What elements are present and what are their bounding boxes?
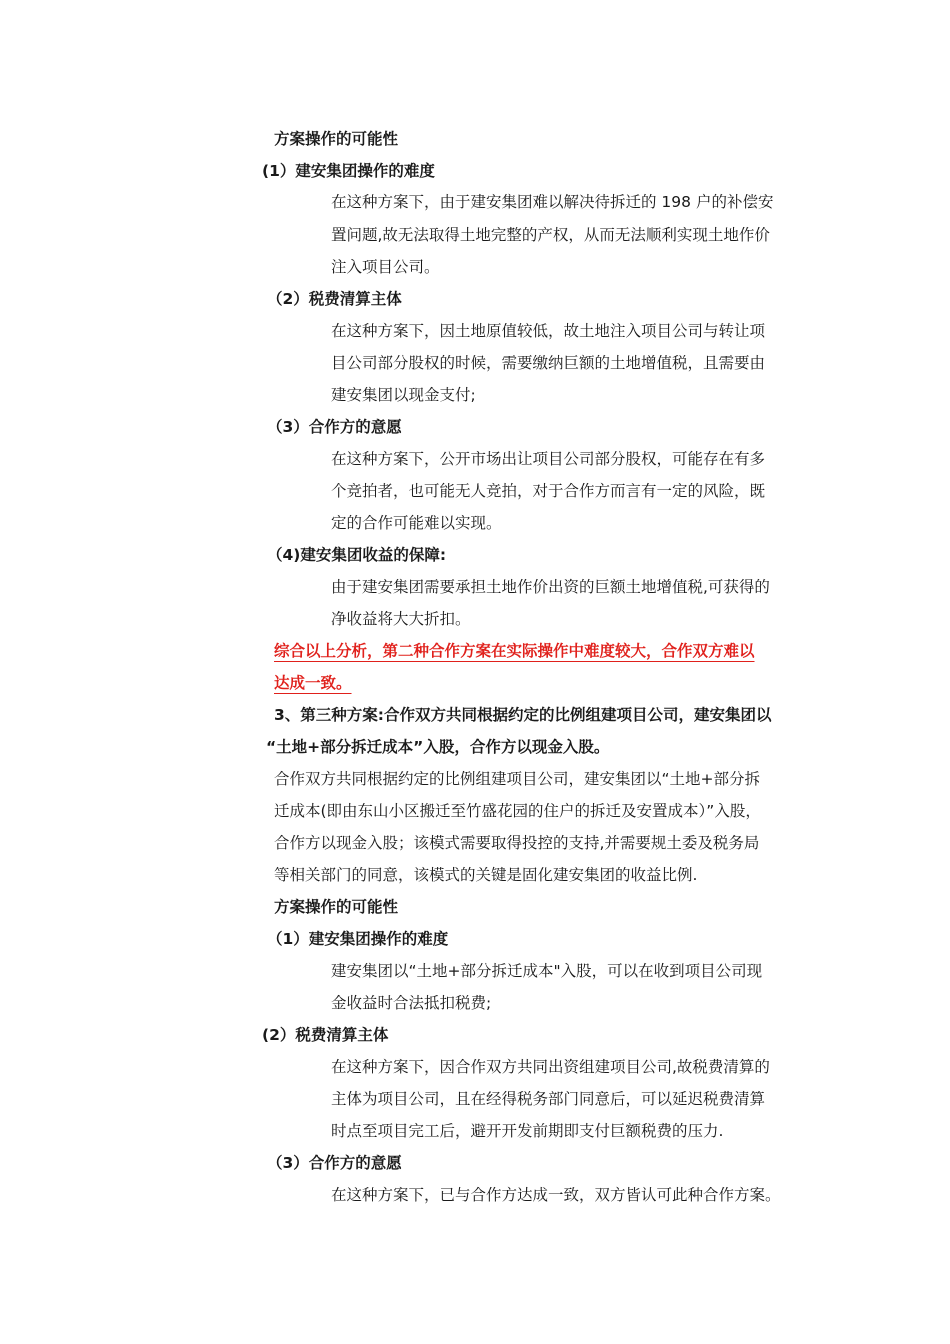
item-heading: （1）建安集团操作的难度	[267, 930, 449, 948]
item-heading: (2）税费清算主体	[262, 1026, 389, 1044]
body-line: 个竞拍者，也可能无人竞拍，对于合作方而言有一定的风险，既	[331, 482, 766, 500]
body-line: 净收益将大大折扣。	[331, 610, 471, 628]
body-line: 注入项目公司。	[331, 258, 440, 276]
body-line: 在这种方案下，因合作双方共同出资组建项目公司,故税费清算的	[331, 1058, 770, 1076]
body-line: 合作双方共同根据约定的比例组建项目公司，建安集团以“土地+部分拆	[274, 770, 761, 788]
section-title: 3、第三种方案:合作双方共同根据约定的比例组建项目公司，建安集团以	[274, 706, 772, 724]
body-line: 在这种方案下，因土地原值较低，故土地注入项目公司与转让项	[331, 322, 766, 340]
body-line: 主体为项目公司，且在经得税务部门同意后，可以延迟税费清算	[331, 1090, 766, 1108]
body-line: 在这种方案下，由于建安集团难以解决待拆迁的 198 户的补偿安	[331, 193, 774, 211]
body-line: 等相关部门的同意，该模式的关键是固化建安集团的收益比例.	[274, 866, 698, 884]
body-line: 时点至项目完工后，避开开发前期即支付巨额税费的压力.	[331, 1122, 724, 1140]
body-line: 由于建安集团需要承担土地作价出资的巨额土地增值税,可获得的	[331, 578, 770, 596]
item-heading: （3）合作方的意愿	[267, 1154, 402, 1172]
body-line: 置问题,故无法取得土地完整的产权，从而无法顺利实现土地作价	[331, 226, 770, 244]
body-line: 定的合作可能难以实现。	[331, 514, 502, 532]
item-heading: (1）建安集团操作的难度	[262, 162, 435, 180]
item-heading: （3）合作方的意愿	[267, 418, 402, 436]
feasibility-heading: 方案操作的可能性	[274, 898, 399, 916]
body-line: 金收益时合法抵扣税费;	[331, 994, 492, 1012]
item-heading: （2）税费清算主体	[267, 290, 402, 308]
section-title: “土地+部分拆迁成本”入股，合作方以现金入股。	[266, 738, 610, 756]
body-line: 建安集团以现金支付;	[331, 386, 476, 404]
body-line: 在这种方案下，公开市场出让项目公司部分股权，可能存在有多	[331, 450, 766, 468]
body-line: 目公司部分股权的时候，需要缴纳巨额的土地增值税，且需要由	[331, 354, 766, 372]
conclusion-line: 达成一致。	[274, 674, 352, 692]
conclusion-line: 综合以上分析，第二种合作方案在实际操作中难度较大，合作双方难以	[274, 642, 755, 660]
body-line: 合作方以现金入股；该模式需要取得投控的支持,并需要规土委及税务局	[274, 834, 760, 852]
feasibility-heading: 方案操作的可能性	[274, 130, 399, 148]
body-line: 迁成本(即由东山小区搬迁至竹盛花园的住户的拆迁及安置成本）”入股，	[274, 802, 761, 820]
item-heading: （4)建安集团收益的保障:	[267, 546, 447, 564]
body-line: 在这种方案下，已与合作方达成一致，双方皆认可此种合作方案。	[331, 1186, 781, 1204]
body-line: 建安集团以“土地+部分拆迁成本"入股，可以在收到项目公司现	[331, 962, 763, 980]
